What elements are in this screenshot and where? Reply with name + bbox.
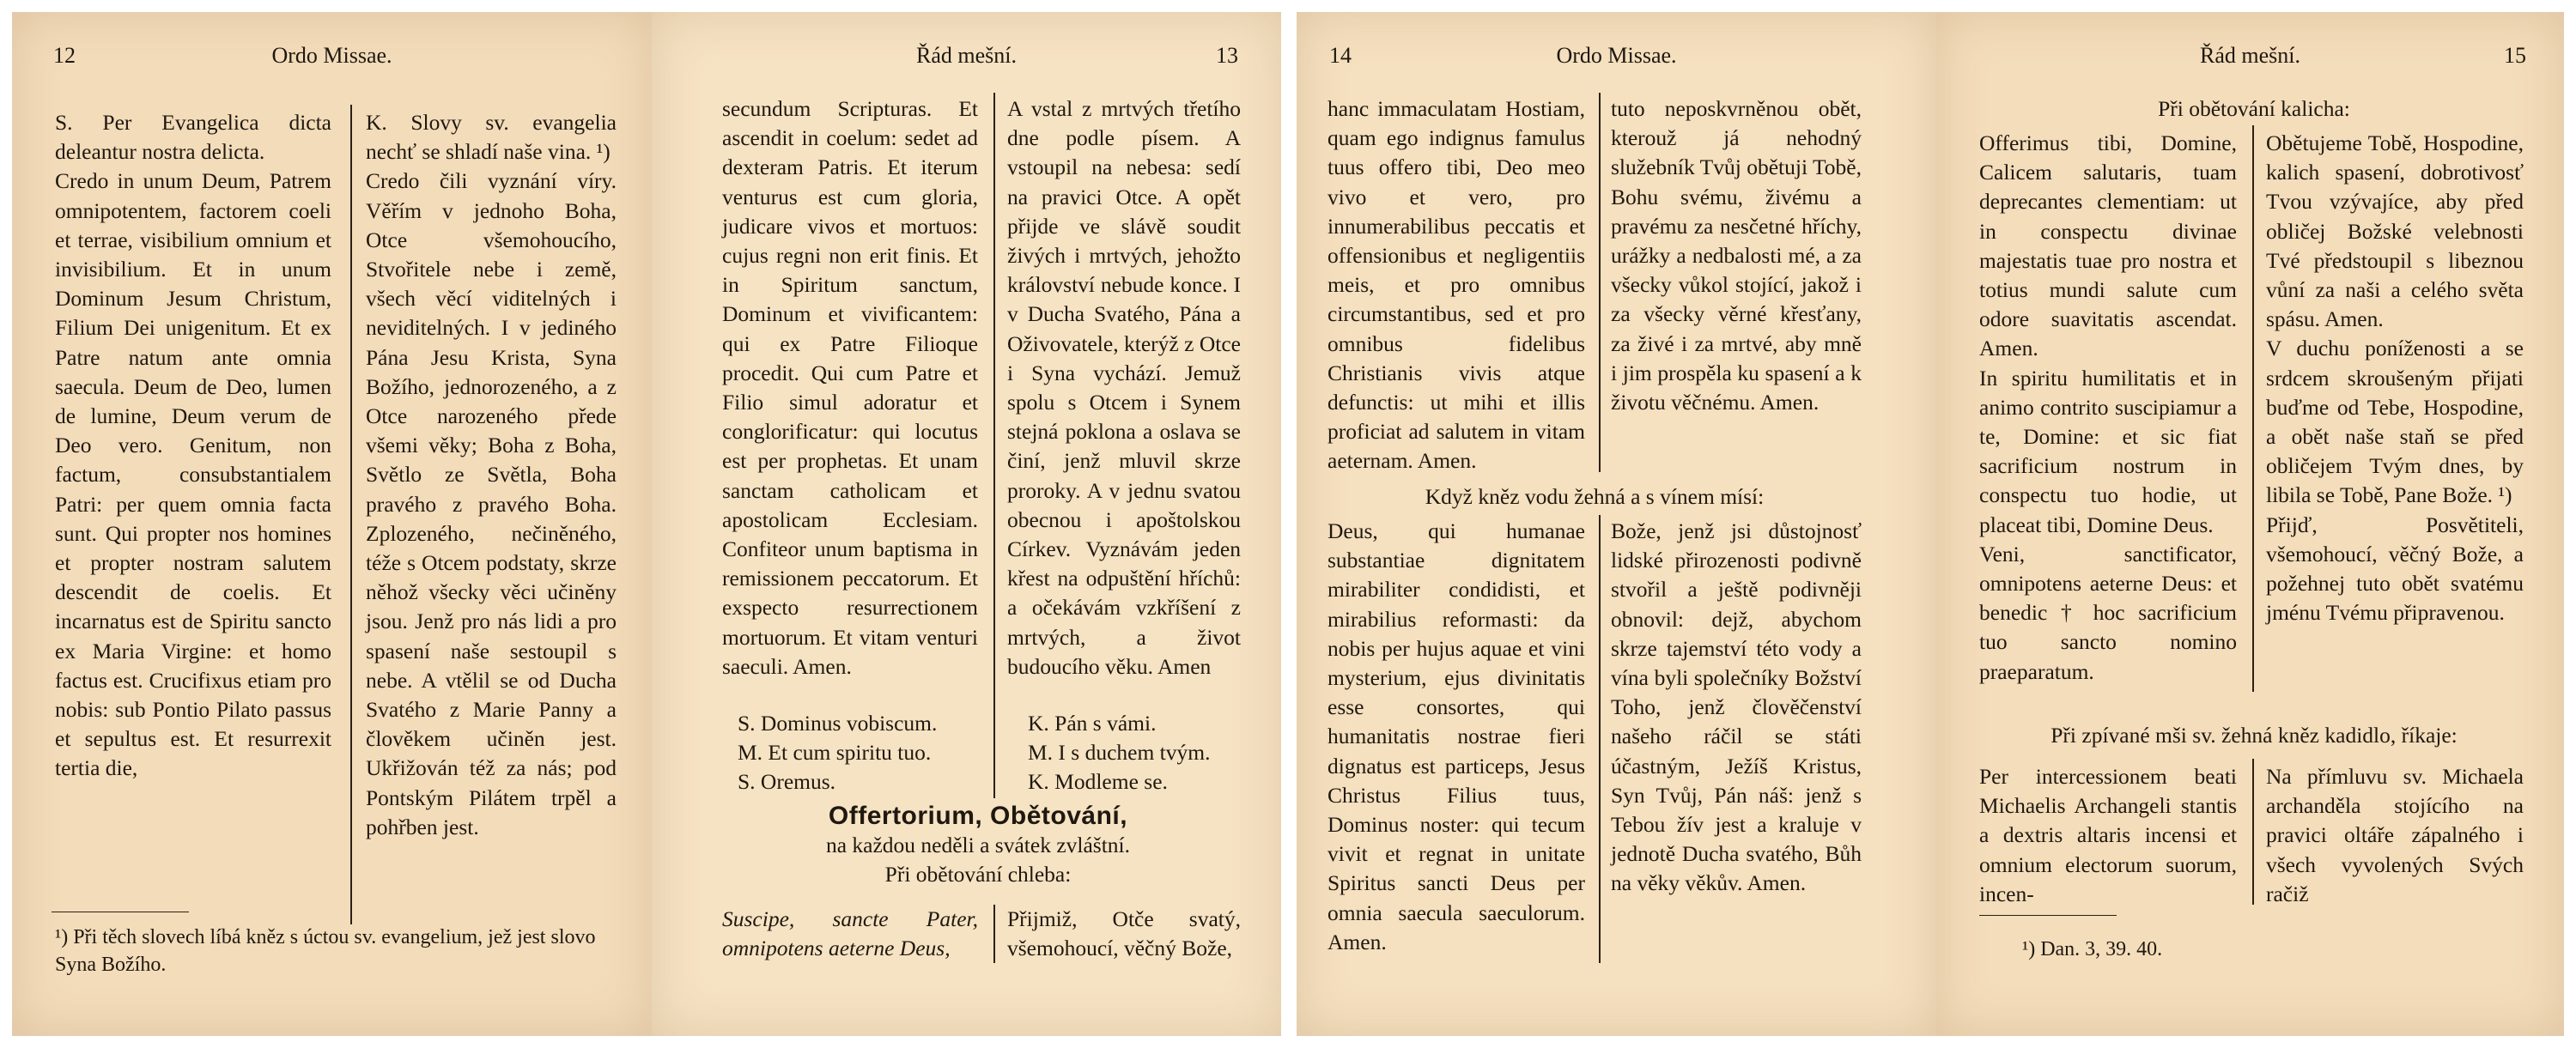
section-heading	[703, 802, 1253, 890]
czech-paragraph: Obětujeme Tobě, Hospodine, kalich spasení, dobrotivosť Tvou vzývajíce, aby před obličej Božské velebnosti Tvé předstoupil s libeznou vůní za naši a celého světa spásu. Amen.	[2266, 130, 2524, 332]
footnote: ¹) Při těch slovech líbá kněz s úctou sv. evangelium, jež jest slovo Syna Božího.	[55, 926, 596, 976]
page-12	[12, 12, 652, 1036]
latin-prayer: Per intercessionem beati Michaelis Archangeli stantis a dextris altaris incensi et omnium electorum suorum, incen-	[1979, 764, 2237, 906]
czech-paragraph: V duchu poníženosti a se srdcem skroušeným přijati buďme od Tebe, Hospodine, a obět naše staň se před obličejem Tvým dnes, by libila se Tobě, Pane Bože. ¹)	[2266, 336, 2524, 508]
czech-column: K. Slovy sv. evangelia nechť se shladí naše vina. ¹) Credo čili vyznání víry. Věřím v jednoho Boha, Otce všemohoucího, Stvořitele nebe i země, všech věcí viditelných i neviditelných. I v jediného Pána Jesu Krista, Syna Božího, jednorozeného, a z Otce narozeného přede všemi věky; Boha z Boha, Světlo ze Světla, Boha pravého z pravého Boha. Zplozeného, nečiněného, téže s Otcem podstaty, skrze něhož všecky věci učiněny jsou. Jenž pro nás lidi a pro spasení naše sestoupil s nebe. A vtělil se od Ducha Svatého z Marie Panny a člověkem učiněn jest. Ukřižován též za nás; pod Pontským Pilátem trpěl a pohřben jest.	[366, 110, 617, 839]
page-header	[652, 43, 1281, 77]
czech-column: A vstal z mrtvých třetího dne podle písem. A vstoupil na nebesa: sedí na pravici Otce. A opět přijde ve slávě soudit živých i mrtvých, jehožto království nebude konce. I v Ducha Svatého, Pána a Oživovatele, kterýž z Otce i Syna vychází. Jemuž spolu s Otcem i Synem stejná poklona a oslava se činí, jenž mluvil skrze proroky. A v jednu svatou obecnou i apoštolskou Církev. Vyznávám jeden křest na odpuštění hříchů: a očekávám vzkříšení z mrtvých, a život budoucího věku. Amen	[1007, 96, 1241, 679]
running-title: Řád mešní.	[916, 43, 1017, 68]
section-subtitle: na každou neděli a svátek zvláštní.	[825, 833, 1131, 858]
czech-dialog	[1028, 709, 1242, 797]
latin-prayer: Deus, qui humanae substantiae dignitatem mirabiliter condidisti, et mirabilius reformasti: da nobis per hujus aquae et vini mysterium, ejus divinitatis esse consortes, qui humanitatis nostrae fieri dignatus est particeps, Jesus Christus Filius tuus, Dominus noster: qui tecum vivit et regnat in unitate Spiritus sancti Deus per omnia saecula saeculorum. Amen.	[1327, 518, 1585, 954]
czech-prayer: Na přímluvu sv. Michaela archanděla stojícího na pravici oltáře zápalného i všech vyvolených Svých račiž	[2266, 764, 2524, 906]
latin-paragraph: Offerimus tibi, Domine, Calicem salutaris, tuam deprecantes clementiam: ut in conspectu divinae majestatis tuae pro nostra et totius mundi salute cum odore suavitatis ascendat. Amen.	[1979, 130, 2237, 361]
footnote: ¹) Dan. 3, 39. 40.	[2022, 938, 2163, 960]
page-number: 13	[1216, 43, 1238, 68]
latin-prayer-start: Suscipe, sancte Pater, omnipotens aeterne Deus,	[722, 906, 978, 961]
latin-paragraph: Veni, sanctificator, omnipotens aeterne Deus: et benedic † hoc sacrificium tuo sancto nomino praeparatum.	[1979, 541, 2237, 684]
dialog-line: M. Et cum spiritu tuo.	[738, 740, 932, 766]
column-divider	[993, 93, 995, 798]
column-divider	[993, 905, 995, 963]
latin-paragraph: In spiritu humilitatis et in animo contrito suscipiamur a te, Domine: et sic fiat sacrificium nostrum in conspectu tuo hodie, ut placeat tibi, Domine Deus.	[1979, 365, 2237, 537]
column-divider	[2252, 759, 2254, 905]
dialog-line: S. Oremus.	[738, 769, 836, 795]
page-number: 14	[1329, 43, 1352, 68]
rubric: Při obětování kalicha:	[2158, 96, 2350, 121]
running-title: Ordo Missae.	[1556, 43, 1677, 68]
page-header	[1297, 43, 1936, 77]
dialog-line: M. I s duchem tvým.	[1028, 740, 1211, 766]
czech-prayer-start: Přijmiž, Otče svatý, všemohoucí, věčný Bože,	[1007, 906, 1241, 961]
page-number: 12	[53, 43, 76, 68]
page-header	[1936, 43, 2564, 77]
running-title: Řád mešní.	[2200, 43, 2300, 68]
latin-column	[1979, 129, 2237, 687]
latin-column: secundum Scripturas. Et ascendit in coelum: sedet ad dexteram Patris. Et iterum venturus est cum gloria, judicare vivos et mortuos: cujus regni non erit finis. Et in Spiritum sanctum, Dominum et vivificantem: qui ex Patre Filioque procedit. Qui cum Patre et Filio simul adoratur et conglorificatur: qui locutus est per prophetas. Et unam sanctam catholicam et apostolicam Ecclesiam. Confiteor unum baptisma in remissionem peccatorum. Et exspecto resurrectionem mortuorum. Et vitam venturi saeculi. Amen.	[722, 96, 978, 679]
dialog-line: K. Modleme se.	[1028, 769, 1168, 795]
column-divider	[1599, 93, 1601, 472]
running-title: Ordo Missae.	[271, 43, 392, 68]
rubric: Při zpívané mši sv. žehná kněz kadidlo, říkaje:	[2050, 723, 2458, 748]
section-title: Offertorium, Obětování,	[828, 802, 1128, 830]
czech-column: tuto neposkvrněnou obět, kterouž já nehodný služebník Tvůj obětuji Tobě, Bohu svému, živému a pravému za nesčetné hříchy, urážky a nedbalosti mé, a za všecky vůkol stojící, jakož i za všecky věrné křesťany, za živé i za mrtvé, aby mně i jim prospěla ku spasení a k životu věčnému. Amen.	[1611, 96, 1862, 415]
dialog-line: K. Pán s vámi.	[1028, 711, 1157, 736]
section-rubric: Při obětování chleba:	[884, 862, 1072, 887]
column-divider	[1599, 515, 1601, 963]
page-header	[12, 43, 652, 77]
spread-gap	[1281, 12, 1297, 1036]
rubric: Když kněz vodu žehná a s vínem mísí:	[1425, 484, 1765, 509]
latin-column: S. Per Evangelica dicta deleantur nostra delicta. Credo in unum Deum, Patrem omnipotentem, factorem coeli et terrae, visibilium omnium et invisibilium. Et in unum Dominum Jesum Christum, Filium Dei unigenitum. Et ex Patre natum ante omnia saecula. Deum de Deo, lumen de lumine, Deum verum de Deo vero. Genitum, non factum, consubstantialem Patri: per quem omnia facta sunt. Qui propter nos homines et propter nostram salutem descendit de coelis. Et incarnatus est de Spiritu sancto ex Maria Virgine: et homo factus est. Crucifixus etiam pro nobis: sub Pontio Pilato passus et sepultus est. Et resurrexit tertia die,	[55, 110, 331, 781]
czech-paragraph: Přijď, Posvětiteli, všemohoucí, věčný Bože, a požehnej tuto obět svatému jménu Tvému připravenou.	[2266, 512, 2524, 626]
latin-column: hanc immaculatam Hostiam, quam ego indignus famulus tuus offero tibi, Deo meo vivo et vero, pro innumerabilibus peccatis et offensionibus et negligentiis meis, et pro omnibus circumstantibus, sed et pro omnibus fidelibus Christianis vivis atque defunctis: ut mihi et illis proficiat ad salutem in vitam aeternam. Amen.	[1327, 96, 1585, 474]
latin-dialog	[738, 709, 978, 797]
page-14	[1297, 12, 1936, 1036]
page-number: 15	[2504, 43, 2526, 68]
footnote-rule	[1979, 915, 2117, 916]
czech-column	[2266, 129, 2524, 627]
page-13	[652, 12, 1281, 1036]
column-divider	[2252, 125, 2254, 692]
dialog-line: S. Dominus vobiscum.	[738, 711, 938, 736]
czech-prayer: Bože, jenž jsi důstojnosť lidské přirozenosti podivně stvořil a ještě podivněji obnovil: dejž, abychom skrze tajemství této vody a vína byli společníky Božství Toho, jenž člověčenství našeho ráčil se státi účastným, Ježíš Kristus, Syn Tvůj, Pán náš: jenž s Tebou žív jest a kraluje v jednotě Ducha svatého, Bůh na věky věkův. Amen.	[1611, 518, 1862, 896]
column-divider	[350, 105, 352, 924]
page-15	[1936, 12, 2564, 1036]
